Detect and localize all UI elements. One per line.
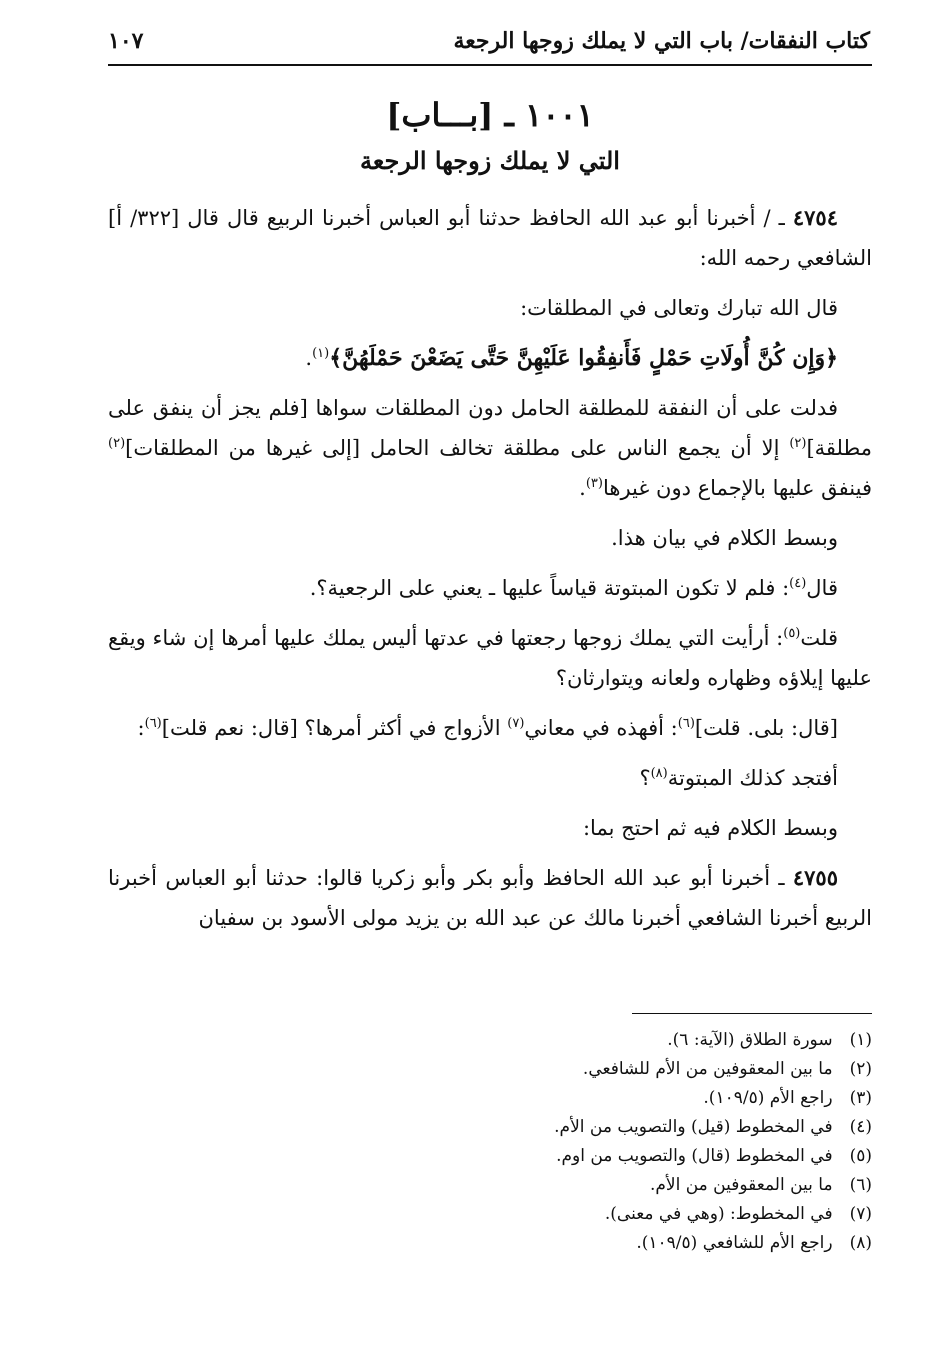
- page-number: ١٠٧: [108, 28, 144, 54]
- footnote-ref: (٦): [144, 716, 162, 731]
- footnotes: [108, 1026, 872, 1258]
- paragraph-text: فدلت على أن النفقة للمطلقة الحامل دون المطلقات سواها [فلم يجز أن ينفق على مطلقة]: [108, 396, 872, 460]
- running-title: كتاب النفقات/ باب التي لا يملك زوجها الرجعة: [453, 28, 870, 54]
- footnote-marker: (٤): [849, 1117, 872, 1137]
- footnote-ref: (٦): [677, 716, 695, 731]
- paragraph: [108, 288, 872, 328]
- paragraph-text: .: [305, 346, 313, 370]
- hadith-number: ٤٧٥٥: [792, 865, 838, 890]
- footnote-ref: (٧): [507, 716, 525, 731]
- footnote-rule: [632, 1013, 872, 1014]
- footnote-marker: (٢): [849, 1059, 872, 1079]
- quran-verse-text: ﴿وَإِن كُنَّ أُولَاتِ حَمْلٍ فَأَنفِقُوا عَلَيْهِنَّ حَتَّى يَضَعْنَ حَمْلَهُنَّ﴾: [329, 345, 838, 371]
- footnote: [108, 1142, 872, 1171]
- footnote: [108, 1084, 872, 1113]
- footnote-ref: (٥): [783, 626, 801, 641]
- paragraph-text: فينفق عليها بالإجماع دون غيرها: [602, 476, 872, 500]
- footnote-ref: (٣): [585, 476, 603, 491]
- footnote-marker: (٣): [849, 1088, 872, 1108]
- running-header: [108, 26, 870, 66]
- paragraph-hadith-4754: [108, 198, 872, 278]
- footnote-marker: (٧): [849, 1204, 872, 1224]
- footnote-marker: (٨): [849, 1233, 872, 1253]
- paragraph-text: ـ / أخبرنا أبو عبد الله الحافظ حدثنا أبو العباس أخبرنا الربيع قال قال [٣٢٢/ أ] الشافعي رحمه الله:: [108, 206, 872, 270]
- footnote-text: راجع الأم للشافعي (١٠٩/٥).: [636, 1233, 833, 1253]
- header-rule: [108, 64, 872, 66]
- paragraph: [108, 808, 872, 848]
- paragraph-text: إلا أن يجمع الناس على مطلقة تخالف الحامل [إلى غيرها من المطلقات]: [125, 436, 790, 460]
- paragraph-text: الأزواج في أكثر أمرها؟ [قال: نعم قلت]: [161, 716, 508, 740]
- footnote: [108, 1026, 872, 1055]
- footnote-text: سورة الطلاق (الآية: ٦).: [667, 1030, 833, 1050]
- paragraph: [108, 618, 872, 698]
- footnote-ref: (٤): [789, 576, 807, 591]
- footnote-text: في المخطوط: (وهي في معنى).: [604, 1204, 833, 1224]
- footnote-ref: (٢): [108, 436, 126, 451]
- footnote-text: في المخطوط (قال) والتصويب من اوم.: [556, 1146, 833, 1166]
- footnote-ref: (٢): [789, 436, 807, 451]
- paragraph-hadith-4755: [108, 858, 872, 938]
- paragraph: [108, 518, 872, 558]
- paragraph-text: وبسط الكلام فيه ثم احتج بما:: [582, 816, 838, 840]
- paragraph-text: : أرأيت التي يملك زوجها رجعتها في عدتها أليس يملك عليها أمرها إن شاء ويقع عليها إيلاؤه وظهاره ولعانه ويتوارثان؟: [108, 626, 872, 690]
- paragraph-text: .: [579, 476, 586, 500]
- footnote-text: راجع الأم (١٠٩/٥).: [703, 1088, 833, 1108]
- chapter-title: التي لا يملك زوجها الرجعة: [360, 146, 620, 175]
- paragraph-text: :: [137, 716, 145, 740]
- main-text: [108, 198, 872, 948]
- footnote: [108, 1200, 872, 1229]
- footnote-ref: (٨): [650, 766, 668, 781]
- footnote-marker: (٦): [849, 1175, 872, 1195]
- quran-verse: [108, 338, 872, 378]
- paragraph: [108, 388, 872, 508]
- footnote: [108, 1171, 872, 1200]
- paragraph-text: وبسط الكلام في بيان هذا.: [611, 526, 838, 550]
- paragraph-text: قلت: [800, 626, 838, 650]
- footnote-text: ما بين المعقوفين من الأم للشافعي.: [582, 1059, 833, 1079]
- chapter-heading: [108, 92, 872, 180]
- paragraph-text: [قال: بلى. قلت]: [694, 716, 838, 740]
- footnote-ref: (١): [312, 346, 330, 361]
- footnote: [108, 1113, 872, 1142]
- paragraph-text: قال الله تبارك وتعالى في المطلقات:: [520, 296, 838, 320]
- paragraph: [108, 708, 872, 748]
- footnote-marker: (٥): [849, 1146, 872, 1166]
- paragraph-text: ؟: [639, 766, 651, 790]
- paragraph-text: قال: [806, 576, 838, 600]
- paragraph-text: : أفهذه في معاني: [524, 716, 678, 740]
- chapter-number: ١٠٠١ ـ [بـــاب]: [386, 96, 594, 134]
- footnote-text: ما بين المعقوفين من الأم.: [649, 1175, 833, 1195]
- paragraph: [108, 758, 872, 798]
- hadith-number: ٤٧٥٤: [792, 205, 838, 230]
- footnote: [108, 1055, 872, 1084]
- footnote-marker: (١): [849, 1030, 872, 1050]
- paragraph-text: ـ أخبرنا أبو عبد الله الحافظ وأبو بكر وأبو زكريا قالوا: حدثنا أبو العباس أخبرنا الربيع أخبرنا الشافعي أخبرنا مالك عن عبد الله بن يزيد مولى الأسود بن سفيان: [108, 866, 872, 930]
- paragraph-text: أفتجد كذلك المبتوتة: [667, 766, 838, 790]
- footnote-text: في المخطوط (قيل) والتصويب من الأم.: [554, 1117, 833, 1137]
- paragraph-text: : فلم لا تكون المبتوتة قياساً عليها ـ يعني على الرجعية؟.: [309, 576, 790, 600]
- paragraph: [108, 568, 872, 608]
- footnote: [108, 1229, 872, 1258]
